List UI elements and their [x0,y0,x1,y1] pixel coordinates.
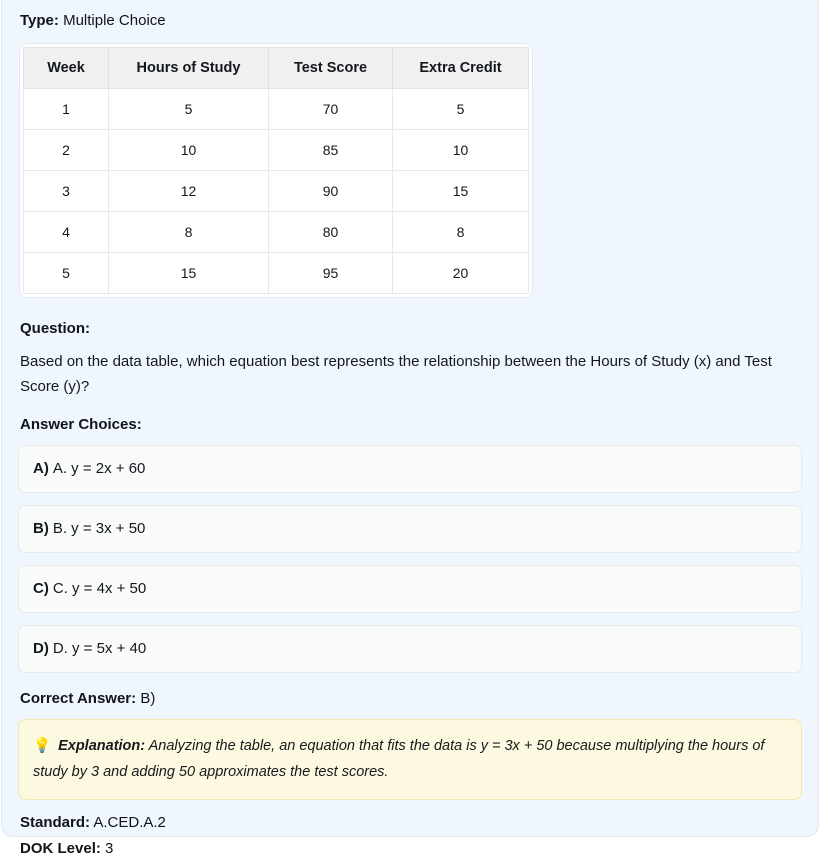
correct-answer-line [20,689,802,709]
standard-value: A.CED.A.2 [93,814,166,831]
cell-test-score: 80 [269,212,393,253]
table-row [24,130,529,171]
answer-choice-b[interactable] [18,505,802,553]
answer-choice-a-letter: A) [33,460,49,477]
answer-choice-a-text: A. y = 2x + 60 [52,460,146,477]
cell-test-score: 90 [269,171,393,212]
question-type-line [20,11,802,31]
cell-week: 1 [24,89,109,130]
table-header-row [24,48,529,89]
correct-answer-value: B) [140,690,156,707]
cell-test-score: 95 [269,253,393,294]
answer-choice-a[interactable] [18,445,802,493]
data-table-container [19,43,533,298]
answer-choice-d-text: D. y = 5x + 40 [52,640,147,657]
cell-hours: 12 [109,171,269,212]
cell-hours: 5 [109,89,269,130]
correct-answer-label: Correct Answer: [20,690,137,707]
question-type-label: Type: [20,12,59,29]
cell-week: 3 [24,171,109,212]
answer-choice-d-letter: D) [33,640,49,657]
standard-line [20,810,802,836]
column-header-hours-of-study: Hours of Study [109,48,269,89]
cell-extra-credit: 8 [393,212,529,253]
cell-extra-credit: 5 [393,89,529,130]
cell-hours: 8 [109,212,269,253]
cell-week: 4 [24,212,109,253]
data-table [23,47,529,294]
answer-choice-b-letter: B) [33,520,49,537]
explanation-box [18,719,802,800]
answer-choices-list [18,445,802,673]
cell-week: 5 [24,253,109,294]
explanation-body [33,733,787,785]
lightbulb-icon: 💡 [33,738,52,754]
data-table-head [24,48,529,89]
data-table-body [24,89,529,294]
question-label: Question: [20,320,90,337]
cell-week: 2 [24,130,109,171]
cell-extra-credit: 10 [393,130,529,171]
table-row [24,171,529,212]
table-row [24,212,529,253]
column-header-extra-credit: Extra Credit [393,48,529,89]
question-text: Based on the data table, which equation best represents the relationship between the Hours of Study (x) and Test Score (y)? [20,353,772,395]
question-type-value: Multiple Choice [63,12,166,29]
question-card [1,0,819,857]
dok-level-label: DOK Level: [20,840,101,857]
dok-level-line [20,836,802,862]
cell-extra-credit: 20 [393,253,529,294]
standard-label: Standard: [20,814,91,831]
answer-choice-b-text: B. y = 3x + 50 [52,520,146,537]
explanation-text: Analyzing the table, an equation that fits the data is y = 3x + 50 because multiplying the hours of study by 3 and adding 50 approximates the test scores. [33,738,765,780]
answer-choice-c-text: C. y = 4x + 50 [52,580,147,597]
table-row [24,89,529,130]
cell-test-score: 85 [269,130,393,171]
cell-hours: 15 [109,253,269,294]
answer-choices-label: Answer Choices: [20,416,142,433]
column-header-week: Week [24,48,109,89]
answer-choice-c-letter: C) [33,580,49,597]
dok-level-value: 3 [105,840,114,857]
cell-test-score: 70 [269,89,393,130]
cell-extra-credit: 15 [393,171,529,212]
table-row [24,253,529,294]
column-header-test-score: Test Score [269,48,393,89]
explanation-label: Explanation: [58,738,146,754]
answer-choice-c[interactable] [18,565,802,613]
cell-hours: 10 [109,130,269,171]
answer-choice-d[interactable] [18,625,802,673]
